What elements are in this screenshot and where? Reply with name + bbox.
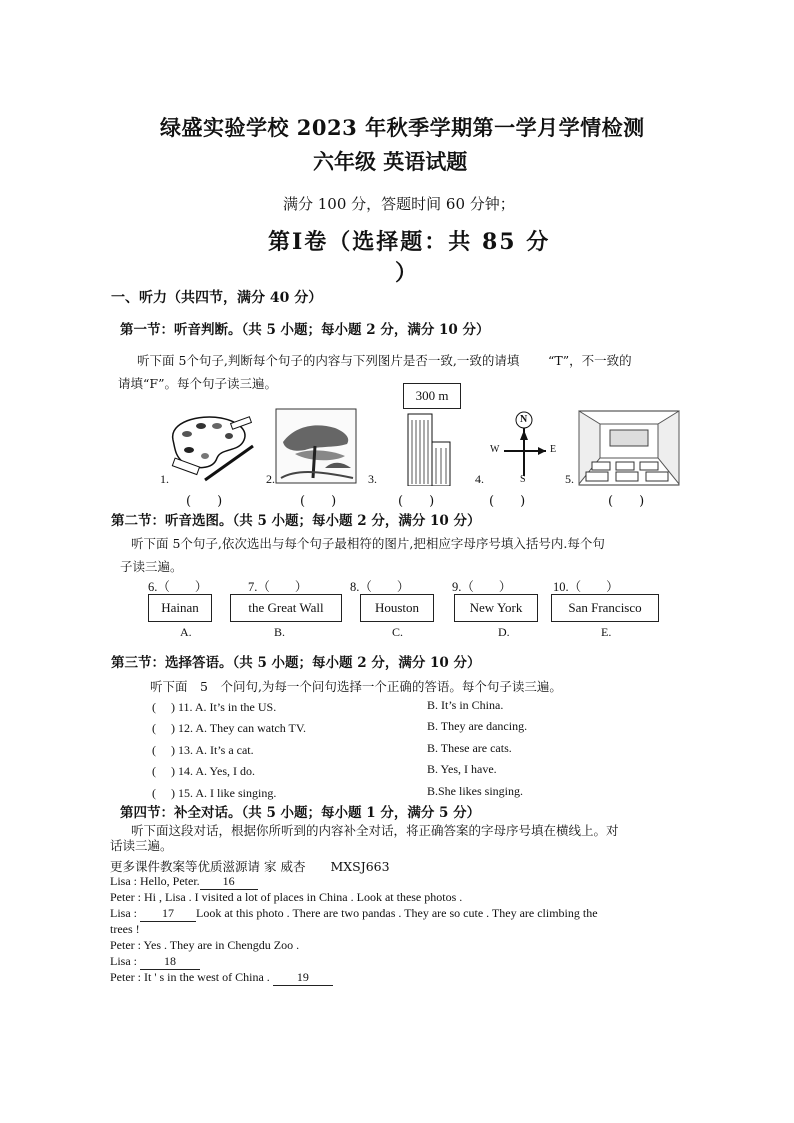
skyscraper-image xyxy=(400,408,456,486)
dialogue-line-2 xyxy=(110,890,462,905)
dialogue-line-5 xyxy=(110,938,299,953)
pic-num-2: 2. xyxy=(266,472,275,486)
section2-heading: 第二节：听音选图。（共 5 小题；每小题 2 分，满分 10 分） xyxy=(111,513,481,529)
dialogue-line-3 xyxy=(110,906,598,922)
dialogue-line-6 xyxy=(110,954,200,970)
q7-paren[interactable]: 7.（ ） xyxy=(248,580,308,594)
blank-19[interactable]: 19 xyxy=(273,970,333,986)
option-letter-a: A. xyxy=(180,625,192,639)
compass-e: E xyxy=(550,444,557,455)
volume-title: 第Ⅰ卷（选择题：共 85 分 xyxy=(268,229,551,255)
compass-w: W xyxy=(490,444,500,455)
blank-17[interactable]: 17 xyxy=(140,906,196,922)
promo-line: 更多课件教案等优质滋源请 家 威杏 MXSJ663 xyxy=(110,859,390,874)
section1-instruction-2: 请填“F”。每个句子读三遍。 xyxy=(118,376,277,391)
dialogue-text: Lisa : xyxy=(110,906,140,920)
section2-instruction-2: 子读三遍。 xyxy=(120,559,183,574)
answer-paren-2[interactable]: ( ) xyxy=(300,494,337,509)
dialogue-text: Lisa : Hello, Peter. xyxy=(110,874,200,888)
pic-num-1: 1. xyxy=(160,472,169,486)
dialogue-text: Peter : Hi , Lisa . I visited a lot of places in China . Look at these photos . xyxy=(110,890,463,904)
palette-image xyxy=(165,412,260,484)
q6-paren[interactable]: 6.（ ） xyxy=(148,580,208,594)
place-box-houston: Houston xyxy=(360,594,434,622)
q10-paren[interactable]: 10.（ ） xyxy=(553,580,619,594)
q15-option-b: B.She likes singing. xyxy=(427,784,524,798)
place-box-new-york: New York xyxy=(454,594,538,622)
dialogue-text: trees ! xyxy=(110,922,140,936)
section3-heading: 第三节：选择答语。（共 5 小题；每小题 2 分，满分 10 分） xyxy=(111,655,481,671)
dialogue-line-7 xyxy=(110,970,333,986)
option-letter-e: E. xyxy=(601,625,612,639)
dialogue-text: Peter : It ' s in the west of China . xyxy=(110,970,273,984)
q8-paren[interactable]: 8.（ ） xyxy=(350,580,410,594)
section1-heading: 第一节：听音判断。（共 5 小题；每小题 2 分，满分 10 分） xyxy=(120,322,490,338)
exam-title: 绿盛实验学校 2023 年秋季学期第一学月学情检测 xyxy=(160,115,645,140)
q11-option-b: B. It’s in China. xyxy=(427,698,504,712)
compass-n: N xyxy=(520,414,528,425)
option-letter-b: B. xyxy=(274,625,286,639)
section2-instruction: 听下面 5个句子,依次选出与每个句子最相符的图片,把相应字母序号填入括号内.每个句 xyxy=(131,536,605,551)
section4-instruction-2: 话读三遍。 xyxy=(110,838,173,853)
compass-s: S xyxy=(520,474,526,485)
tree-landscape-image xyxy=(275,408,357,484)
part1-heading: 一、听力（共四节，满分 40 分） xyxy=(111,290,323,306)
dialogue-text: Peter : Yes . They are in Chengdu Zoo . xyxy=(110,938,300,952)
dialogue-text: Lisa : xyxy=(110,954,140,968)
pic-num-3: 3. xyxy=(368,472,377,486)
volume-title-close: ） xyxy=(395,260,420,286)
building-height-label: 300 m xyxy=(403,383,461,409)
place-box-great-wall: the Great Wall xyxy=(230,594,342,622)
blank-18[interactable]: 18 xyxy=(140,954,200,970)
dialogue-text: Look at this photo . There are two pandas . They are so cute . They are climbing the xyxy=(196,906,598,920)
q11-options: ( ) 11. A. It’s in the US. xyxy=(152,700,277,714)
section4-heading: 第四节：补全对话。（共 5 小题；每小题 1 分，满分 5 分） xyxy=(120,805,481,821)
exam-subtitle: 六年级 英语试题 xyxy=(313,149,468,174)
q12-options: ( ) 12. A. They can watch TV. xyxy=(152,721,306,735)
q9-paren[interactable]: 9.（ ） xyxy=(452,580,512,594)
section4-instruction: 听下面这段对话，根据你所听到的内容补全对话，将正确答案的字母序号填在横线上。对 xyxy=(131,823,619,838)
section3-instruction: 听下面 5 个问句,为每一个问句选择一个正确的答语。每个句子读三遍。 xyxy=(150,679,562,694)
answer-paren-1[interactable]: ( ) xyxy=(186,494,223,509)
dialogue-line-1 xyxy=(110,874,258,890)
q13-options: ( ) 13. A. It’s a cat. xyxy=(152,743,254,757)
dialogue-line-4 xyxy=(110,922,140,937)
q14-options: ( ) 14. A. Yes, I do. xyxy=(152,764,256,778)
blank-16[interactable]: 16 xyxy=(200,874,258,890)
classroom-image xyxy=(578,410,680,486)
answer-paren-5[interactable]: ( ) xyxy=(608,494,645,509)
pic-num-5: 5. xyxy=(565,472,574,486)
q14-option-b: B. Yes, I have. xyxy=(427,762,497,776)
section1-instruction-b: “T”，不一致的 xyxy=(548,353,632,368)
q13-option-b: B. These are cats. xyxy=(427,741,512,755)
place-box-hainan: Hainan xyxy=(148,594,212,622)
option-letter-d: D. xyxy=(498,625,510,639)
q15-options: ( ) 15. A. I like singing. xyxy=(152,786,277,800)
pic-num-4: 4. xyxy=(475,472,484,486)
answer-paren-3[interactable]: ( ) xyxy=(398,494,435,509)
place-box-san-francisco: San Francisco xyxy=(551,594,659,622)
q12-option-b: B. They are dancing. xyxy=(427,719,528,733)
answer-paren-4[interactable]: ( ) xyxy=(489,494,526,509)
section1-instruction: 听下面 5个句子,判断每个句子的内容与下列图片是否一致,一致的请填 xyxy=(137,353,520,368)
option-letter-c: C. xyxy=(392,625,404,639)
exam-meta: 满分 100 分，答题时间 60 分钟； xyxy=(283,195,515,213)
